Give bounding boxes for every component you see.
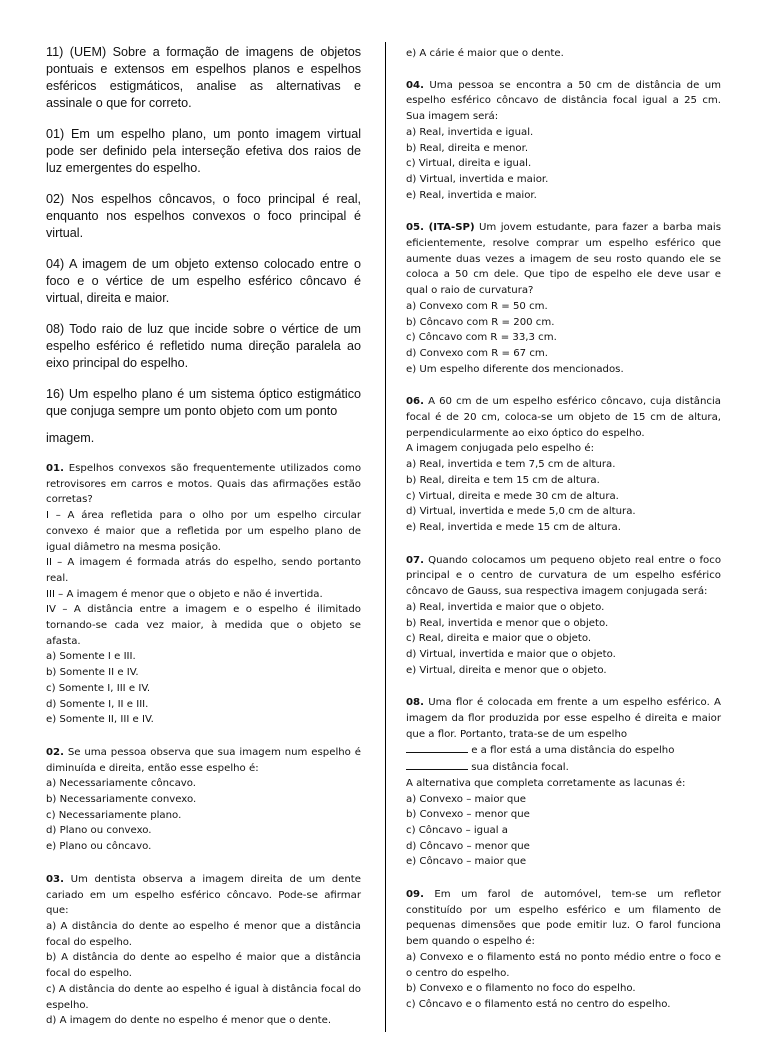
question-01-number: 01. [46, 463, 64, 474]
q02-alternative-a: a) Necessariamente côncavo. [46, 778, 197, 790]
q03-alternative-d: d) A imagem do dente no espelho é menor que o dente. [46, 1015, 332, 1027]
question-03-stem [46, 872, 361, 919]
question-02-text: Se uma pessoa observa que sua imagem num espelho é diminuída e direita, então esse espelho é: [46, 746, 361, 774]
question-03 [46, 872, 361, 1029]
left-column [46, 0, 361, 1046]
q01-statement-iii: III – A imagem é menor que o objeto e não é invertida. [46, 588, 323, 600]
q03-alternative-a: a) A distância do dente ao espelho é menor que a distância focal do espelho. [46, 920, 361, 948]
question-05-number: 05. (ITA-SP) [406, 222, 475, 234]
q05-alternative-a: a) Convexo com R = 50 cm. [406, 300, 548, 312]
question-09 [406, 887, 721, 1013]
q11-item-02: 02) Nos espelhos côncavos, o foco principal é real, enquanto nos espelhos convexos o foco principal é virtual. [46, 192, 361, 240]
question-09-number: 09. [406, 889, 424, 901]
q05-alternative-c: c) Côncavo com R = 33,3 cm. [406, 332, 557, 344]
question-05-text: Um jovem estudante, para fazer a barba mais eficientemente, resolve comprar um espelho esférico que aumente duas vezes a imagem de seu rosto quando ele se coloca a 50 cm dele. Que tipo de espelho ele deve usar e qual o raio de curvatura? [406, 222, 722, 297]
q11-item-16: 16) Um espelho plano é um sistema óptico estigmático que conjuga sempre um ponto objeto com um ponto [46, 387, 361, 418]
q04-alternative-e: e) Real, invertida e maior. [406, 189, 537, 201]
question-06-number: 06. [406, 396, 424, 408]
question-06-prompt: A imagem conjugada pelo espelho é: [406, 443, 594, 455]
q07-alternative-a: a) Real, invertida e maior que o objeto. [406, 601, 605, 613]
question-09-stem [406, 887, 721, 950]
q01-alternative-d: d) Somente I, II e III. [46, 698, 149, 710]
q05-alternative-b: b) Côncavo com R = 200 cm. [406, 316, 555, 328]
question-01-text: Espelhos convexos são frequentemente utilizados como retrovisores em carros e motos. Quais das afirmações estão corretas? [46, 463, 362, 506]
question-02-number: 02. [46, 746, 64, 758]
q09-alternative-a: a) Convexo e o filamento está no ponto médio entre o foco e o centro do espelho. [406, 951, 721, 979]
question-07-text: Quando colocamos um pequeno objeto real entre o foco principal e o centro de curvatura de um espelho esférico côncavo de Gauss, sua respectiva imagem conjugada será: [406, 554, 722, 598]
question-01 [46, 461, 361, 728]
q07-alternative-c: c) Real, direita e maior que o objeto. [406, 633, 592, 645]
answer-blank-2[interactable] [406, 759, 468, 770]
question-08-prompt: A alternativa que completa corretamente as lacunas é: [406, 777, 686, 789]
question-08-text: Uma flor é colocada em frente a um espelho esférico. A imagem da flor produzida por esse espelho é direita e maior que a flor. Portanto, trata-se de um espelho [406, 697, 721, 740]
q04-alternative-d: d) Virtual, invertida e maior. [406, 173, 549, 185]
q11-item-16-continuation: imagem. [46, 431, 95, 445]
q11-stem: 11) (UEM) Sobre a formação de imagens de objetos pontuais e extensos em espelhos planos e espelhos esféricos estigmáticos, analise as alternativas e assinale o que for correto. [46, 45, 361, 110]
q07-alternative-b: b) Real, invertida e menor que o objeto. [406, 617, 609, 629]
question-08-number: 08. [406, 697, 424, 709]
question-11-block [46, 44, 361, 447]
q09-alternative-c: c) Côncavo e o filamento está no centro do espelho. [406, 998, 671, 1010]
left-questions [46, 461, 361, 1029]
q04-alternative-c: c) Virtual, direita e igual. [406, 158, 532, 170]
q02-alternative-e: e) Plano ou côncavo. [46, 841, 152, 853]
q08-blank-2-text: sua distância focal. [471, 762, 569, 774]
q08-alternative-e: e) Côncavo – maior que [406, 856, 527, 868]
right-questions [406, 46, 721, 1013]
q02-alternative-c: c) Necessariamente plano. [46, 809, 182, 821]
q11-item-01: 01) Em um espelho plano, um ponto imagem virtual pode ser definido pela interseção efetiva dos raios de luz emergentes do espelho. [46, 127, 361, 175]
q01-statement-i: I – A área refletida para o olho por um espelho circular convexo é maior que a refletida por um espelho plano de igual diâmetro na mesma posição. [46, 510, 361, 553]
question-04 [406, 78, 721, 204]
question-04-text: Uma pessoa se encontra a 50 cm de distância de um espelho esférico côncavo de distância focal igual a 25 cm. Sua imagem será: [406, 79, 721, 123]
q06-alternative-d: d) Virtual, invertida e mede 5,0 cm de altura. [406, 506, 636, 518]
q08-alternative-a: a) Convexo – maior que [406, 793, 527, 805]
right-column [406, 0, 721, 1030]
q03-alternative-c: c) A distância do dente ao espelho é igual à distância focal do espelho. [46, 983, 361, 1011]
q07-alternative-e: e) Virtual, direita e menor que o objeto. [406, 664, 607, 676]
q08-blank-line-1 [406, 742, 721, 759]
question-06-text: A 60 cm de um espelho esférico côncavo, cuja distância focal é de 20 cm, coloca-se um objeto de 15 cm de altura, perpendicularmente ao eixo óptico do espelho. [406, 396, 722, 439]
question-08 [406, 695, 721, 870]
answer-blank-1[interactable] [406, 742, 468, 753]
q01-alternative-c: c) Somente I, III e IV. [46, 682, 151, 694]
q01-alternative-e: e) Somente II, III e IV. [46, 714, 154, 726]
q11-item-08: 08) Todo raio de luz que incide sobre o vértice de um espelho esférico é refletido numa direção paralela ao eixo principal do espelho. [46, 322, 361, 370]
q08-alternative-c: c) Côncavo – igual a [406, 824, 508, 836]
q05-alternative-e: e) Um espelho diferente dos mencionados. [406, 363, 624, 375]
question-04-stem [406, 78, 721, 125]
question-08-stem [406, 695, 721, 742]
question-02 [46, 745, 361, 855]
q03-alternative-e: e) A cárie é maior que o dente. [406, 48, 564, 59]
question-03-number: 03. [46, 873, 64, 885]
question-04-number: 04. [406, 79, 424, 91]
question-03-text: Um dentista observa a imagem direita de um dente cariado em um espelho esférico côncavo. Pode-se afirmar que: [46, 873, 362, 917]
question-03-continuation [406, 46, 721, 62]
q01-statement-ii: II – A imagem é formada atrás do espelho, sendo portanto real. [46, 557, 361, 584]
question-07-stem [406, 553, 721, 600]
q01-statement-iv: IV – A distância entre a imagem e o espelho é ilimitado tornando-se cada vez maior, à medida que o objeto se afasta. [46, 604, 361, 647]
question-09-text: Em um farol de automóvel, tem-se um refletor constituído por um espelho esférico e um filamento de pequenas dimensões que pode emitir luz. O farol funciona bem quando o espelho é: [406, 889, 721, 948]
q08-blank-1-text: e a flor está a uma distância do espelho [471, 745, 675, 757]
question-02-stem [46, 745, 361, 776]
q01-alternative-a: a) Somente I e III. [46, 651, 136, 663]
q07-alternative-d: d) Virtual, invertida e maior que o objeto. [406, 648, 616, 660]
question-06-stem [406, 394, 721, 441]
q08-alternative-d: d) Côncavo – menor que [406, 840, 530, 852]
q04-alternative-a: a) Real, invertida e igual. [406, 126, 534, 138]
question-07-number: 07. [406, 554, 424, 566]
q08-blank-line-2 [406, 759, 721, 776]
q09-alternative-b: b) Convexo e o filamento no foco do espelho. [406, 983, 636, 995]
q03-alternative-b: b) A distância do dente ao espelho é maior que a distância focal do espelho. [46, 952, 361, 980]
question-05-stem [406, 220, 721, 299]
q02-alternative-d: d) Plano ou convexo. [46, 825, 152, 837]
question-06 [406, 394, 721, 535]
q06-alternative-e: e) Real, invertida e mede 15 cm de altura. [406, 521, 621, 533]
q02-alternative-b: b) Necessariamente convexo. [46, 794, 197, 806]
q01-alternative-b: b) Somente II e IV. [46, 667, 139, 679]
question-01-stem [46, 461, 361, 508]
q06-alternative-b: b) Real, direita e tem 15 cm de altura. [406, 474, 600, 486]
q11-item-04: 04) A imagem de um objeto extenso colocado entre o foco e o vértice de um espelho esférico côncavo é virtual, direita e maior. [46, 257, 361, 305]
q04-alternative-b: b) Real, direita e menor. [406, 142, 529, 154]
q08-alternative-b: b) Convexo – menor que [406, 809, 530, 821]
q05-alternative-d: d) Convexo com R = 67 cm. [406, 347, 548, 359]
q06-alternative-c: c) Virtual, direita e mede 30 cm de altura. [406, 490, 619, 502]
question-05 [406, 220, 721, 377]
question-07 [406, 553, 721, 679]
column-divider [385, 42, 386, 1032]
q06-alternative-a: a) Real, invertida e tem 7,5 cm de altura. [406, 459, 616, 471]
